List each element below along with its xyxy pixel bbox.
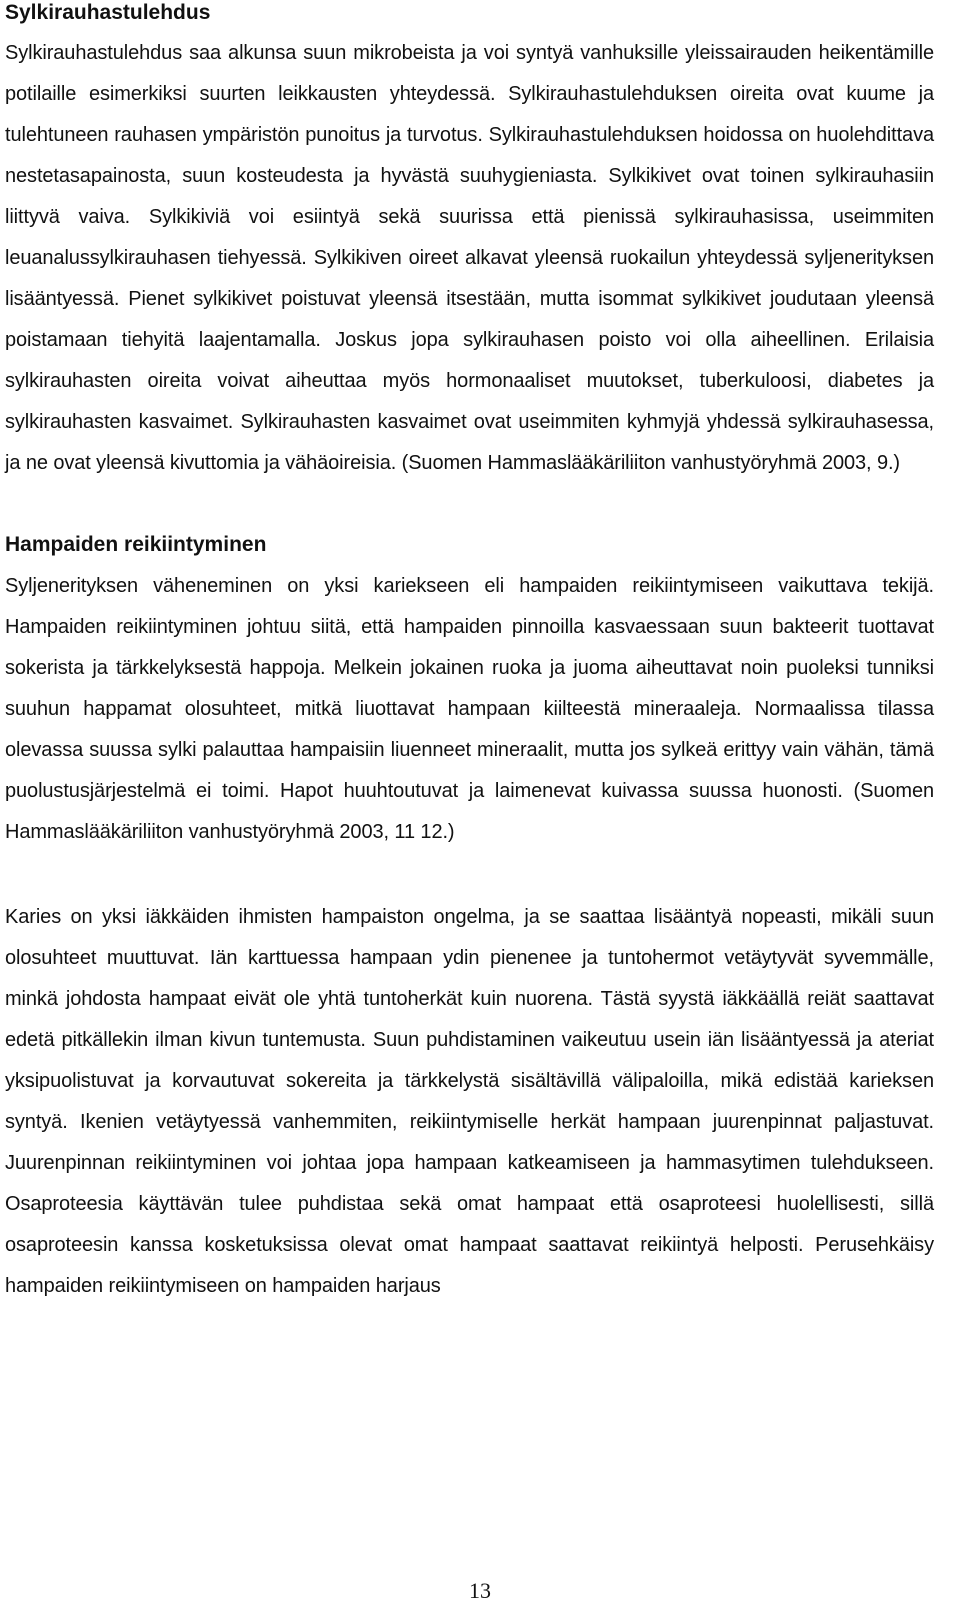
- paragraph-tooth-decay-elderly: Karies on yksi iäkkäiden ihmisten hampaiston ongelma, ja se saattaa lisääntyä nopeasti, mikäli suun olosuhteet muuttuvat. Iän karttuessa hampaan ydin pienenee ja tuntohermot vetäytyvät syvemmälle, minkä johdosta hampaat eivät ole yhtä tuntoherkät kuin nuorena. Tästä syystä iäkkäällä reiät saattavat edetä pitkällekin ilman kivun tuntemusta. Suun puhdistaminen vaikeutuu usein iän lisääntyessä ja ateriat yksipuolistuvat ja korvautuvat sokereita ja tärkkelystä sisältävillä välipaloilla, mikä edistää karieksen syntyä. Ikenien vetäytyessä vanhemmiten, reikiintymiselle herkät hampaan juurenpinnat paljastuvat. Juurenpinnan reikiintyminen voi johtaa jopa hampaan katkeamiseen ja hammasytimen tulehdukseen. Osaproteesia käyttävän tulee puhdistaa sekä omat hampaat että osaproteesi huolellisesti, sillä osaproteesin kanssa kosketuksissa olevat omat hampaat saattavat reikiintyä helposti. Perusehkäisy hampaiden reikiintymiseen on hampaiden harjaus: [5, 906, 934, 1297]
- page-number: 13: [469, 1578, 491, 1603]
- section-title-tooth-decay: Hampaiden reikiintyminen: [5, 533, 267, 556]
- paragraph-tooth-decay-saliva: Syljenerityksen väheneminen on yksi kariekseen eli hampaiden reikiintymiseen vaikuttava tekijä. Hampaiden reikiintyminen johtuu siitä, että hampaiden pinnoilla kasvaessaan suun bakteerit tuottavat sokerista ja tärkkelyksestä happoja. Melkein jokainen ruoka ja juoma aiheuttavat noin puoleksi tunniksi suuhun happamat olosuhteet, mitkä liuottavat hampaan kiilteestä mineraaleja. Normaalissa tilassa olevassa suussa sylki palauttaa hampaisiin liuenneet mineraalit, mutta jos sylkeä erittyy vain vähän, tämä puolustusjärjestelmä ei toimi. Hapot huuhtoutuvat ja laimenevat kuivassa suussa huonosti. (Suomen Hammaslääkäriliiton vanhustyöryhmä 2003, 11 12.): [5, 575, 934, 843]
- paragraph-salivary-gland-inflammation: Sylkirauhastulehdus saa alkunsa suun mikrobeista ja voi syntyä vanhuksille yleissairauden heikentämille potilaille esimerkiksi suurten leikkausten yhteydessä. Sylkirauhastulehduksen oireita ovat kuume ja tulehtuneen rauhasen ympäristön punoitus ja turvotus. Sylkirauhastulehduksen hoidossa on huolehdittava nestetasapainosta, suun kosteudesta ja hyvästä suuhygieniasta. Sylkikivet ovat toinen sylkirauhasiin liittyvä vaiva. Sylkikiviä voi esiintyä sekä suurissa että pienissä sylkirauhasissa, useimmiten leuanalussylkirauhasen tiehyessä. Sylkikiven oireet alkavat yleensä ruokailun yhteydessä syljenerityksen lisääntyessä. Pienet sylkikivet poistuvat yleensä itsestään, mutta isommat sylkikivet joudutaan yleensä poistamaan tiehyitä laajentamalla. Joskus jopa sylkirauhasen poisto voi olla aiheellinen. Erilaisia sylkirauhasten oireita voivat aiheuttaa myös hormonaaliset muutokset, tuberkuloosi, diabetes ja sylkirauhasten kasvaimet. Sylkirauhasten kasvaimet ovat useimmiten kyhmyjä yhdessä sylkirauhasessa, ja ne ovat yleensä kivuttomia ja vähäoireisia. (Suomen Hammaslääkäriliiton vanhustyöryhmä 2003, 9.): [5, 42, 934, 474]
- section-title-salivary-gland-inflammation: Sylkirauhastulehdus: [5, 1, 211, 24]
